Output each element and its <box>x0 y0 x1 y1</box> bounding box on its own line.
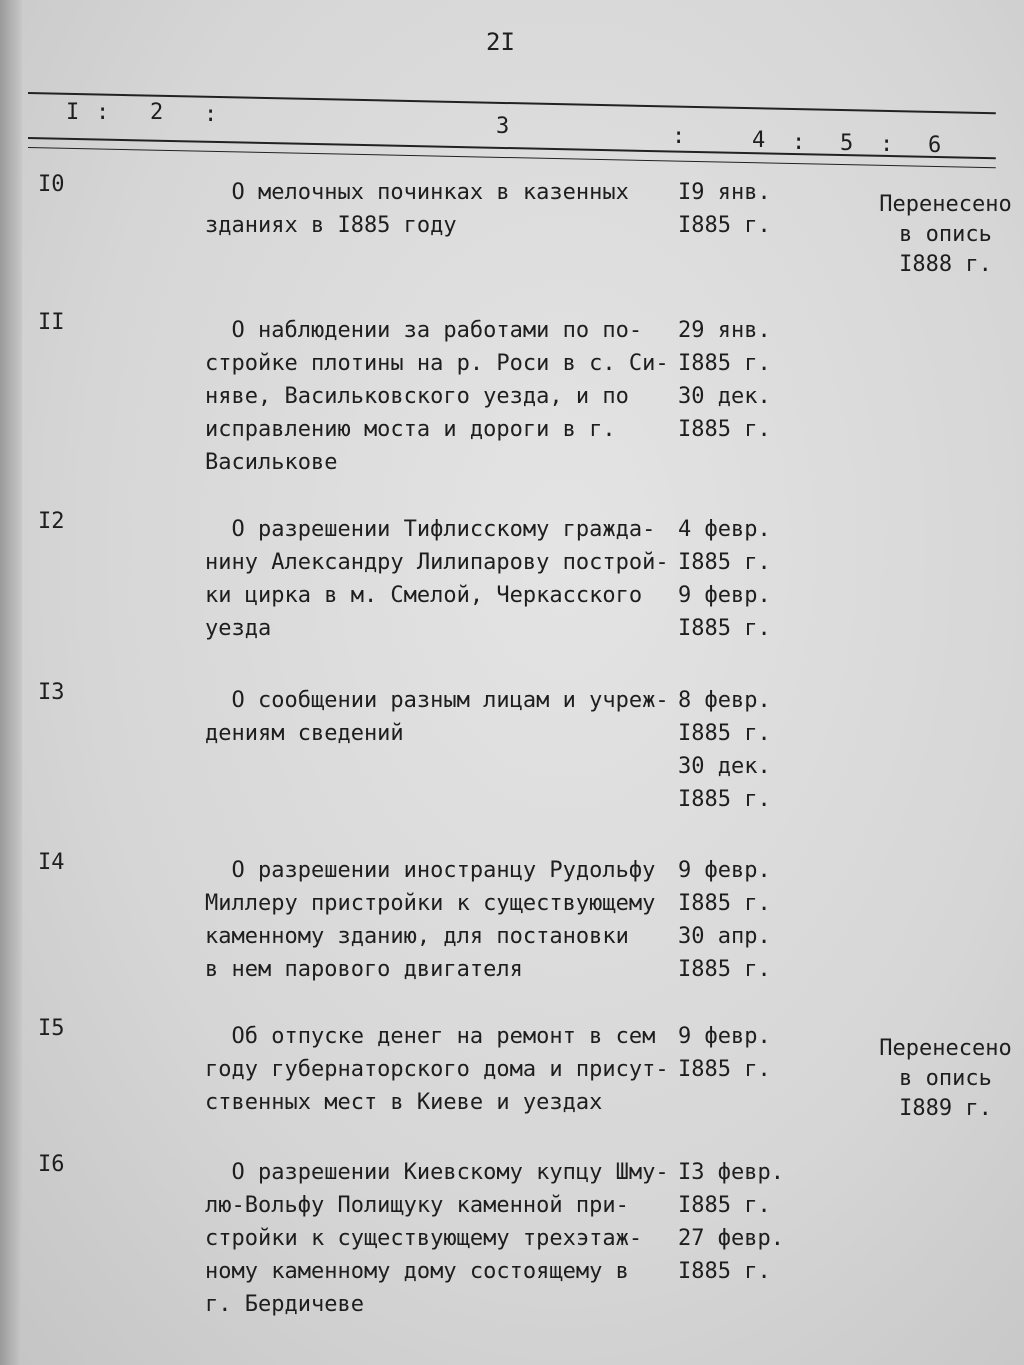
description-line: нину Александру Лилипарову построй- <box>205 550 669 575</box>
page-number: 2I <box>486 28 515 56</box>
description-line: дениям сведений <box>205 721 404 746</box>
description-line: Об отпуске денег на ремонт в сем <box>205 1024 656 1049</box>
column-separator: : <box>204 102 218 127</box>
page-edge-shadow <box>0 0 22 1365</box>
date-line: I885 г. <box>678 351 771 376</box>
description-line: няве, Васильковского уезда, и по <box>205 384 629 409</box>
date-line: I9 янв. <box>678 180 771 205</box>
note-line: Перенесено <box>879 1036 1012 1061</box>
date-line: I885 г. <box>678 1193 771 1218</box>
date-line: 9 февр. <box>678 583 771 608</box>
record-number: I4 <box>38 850 65 875</box>
date-line: 9 февр. <box>678 1024 771 1049</box>
description-line: лю-Вольфу Полищуку каменной при- <box>205 1193 629 1218</box>
description-line: Василькове <box>205 450 338 475</box>
record-number: I0 <box>38 172 65 197</box>
description-line: О разрешении иностранцу Рудольфу <box>205 858 656 883</box>
column-header-3: 3 <box>496 114 510 139</box>
date-line: I885 г. <box>678 1259 771 1284</box>
record-dates <box>678 854 788 986</box>
date-line: 8 февр. <box>678 688 771 713</box>
description-line: уезда <box>205 616 272 641</box>
record-dates <box>678 314 788 446</box>
description-line: О наблюдении за работами по по- <box>205 318 643 343</box>
record-dates <box>678 513 788 645</box>
record-dates <box>678 176 788 242</box>
date-line: 30 апр. <box>678 924 771 949</box>
column-header-4: 4 <box>752 128 766 153</box>
date-line: 27 февр. <box>678 1226 784 1251</box>
date-line: I885 г. <box>678 417 771 442</box>
description-line: О сообщении разным лицам и учреж- <box>205 688 669 713</box>
column-separator: : <box>792 130 806 155</box>
note-line: в опись <box>899 222 992 247</box>
record-number: I3 <box>38 680 65 705</box>
record-note <box>878 190 1013 280</box>
date-line: 4 февр. <box>678 517 771 542</box>
description-line: стройке плотины на р. Роси в с. Си- <box>205 351 669 376</box>
record-description <box>205 314 675 479</box>
date-line: I885 г. <box>678 1057 771 1082</box>
date-line: I885 г. <box>678 787 771 812</box>
record-dates <box>678 1020 788 1086</box>
column-header-1: I <box>66 100 80 125</box>
date-line: I885 г. <box>678 957 771 982</box>
date-line: I885 г. <box>678 550 771 575</box>
record-dates <box>678 684 788 816</box>
record-description <box>205 854 675 986</box>
description-line: О разрешении Тифлисскому гражда- <box>205 517 656 542</box>
record-note <box>878 1034 1013 1124</box>
description-line: Миллеру пристройки к существующему <box>205 891 656 916</box>
description-line: в нем парового двигателя <box>205 957 523 982</box>
date-line: I3 февр. <box>678 1160 784 1185</box>
column-separator: : <box>672 124 686 149</box>
column-header-2: 2 <box>150 100 164 125</box>
date-line: 30 дек. <box>678 754 771 779</box>
note-line: Перенесено <box>879 192 1012 217</box>
date-line: 29 янв. <box>678 318 771 343</box>
record-number: I2 <box>38 509 65 534</box>
record-number: I5 <box>38 1016 65 1041</box>
date-line: I885 г. <box>678 616 771 641</box>
record-description <box>205 176 675 242</box>
description-line: каменному зданию, для постановки <box>205 924 629 949</box>
record-number: II <box>38 310 65 335</box>
record-description <box>205 1156 675 1321</box>
column-separator: : <box>880 132 894 157</box>
record-description <box>205 1020 675 1119</box>
date-line: 30 дек. <box>678 384 771 409</box>
description-line: зданиях в I885 году <box>205 213 457 238</box>
note-line: I889 г. <box>899 1096 992 1121</box>
record-number: I6 <box>38 1152 65 1177</box>
description-line: О мелочных починках в казенных <box>205 180 629 205</box>
record-description <box>205 513 675 645</box>
description-line: исправлению моста и дороги в г. <box>205 417 616 442</box>
record-dates <box>678 1156 788 1288</box>
column-separator: : <box>96 100 110 125</box>
date-line: I885 г. <box>678 891 771 916</box>
date-line: I885 г. <box>678 213 771 238</box>
note-line: I888 г. <box>899 252 992 277</box>
description-line: стройки к существующему трехэтаж- <box>205 1226 643 1251</box>
description-line: ному каменному дому состоящему в <box>205 1259 629 1284</box>
description-line: году губернаторского дома и присут- <box>205 1057 669 1082</box>
column-header-6: 6 <box>928 133 942 158</box>
date-line: 9 февр. <box>678 858 771 883</box>
record-description <box>205 684 675 750</box>
date-line: I885 г. <box>678 721 771 746</box>
description-line: ственных мест в Киеве и уездах <box>205 1090 603 1115</box>
table-top-rule <box>28 92 996 114</box>
note-line: в опись <box>899 1066 992 1091</box>
description-line: ки цирка в м. Смелой, Черкасского <box>205 583 643 608</box>
description-line: г. Бердичеве <box>205 1292 364 1317</box>
description-line: О разрешении Киевскому купцу Шму- <box>205 1160 669 1185</box>
column-header-5: 5 <box>840 131 854 156</box>
